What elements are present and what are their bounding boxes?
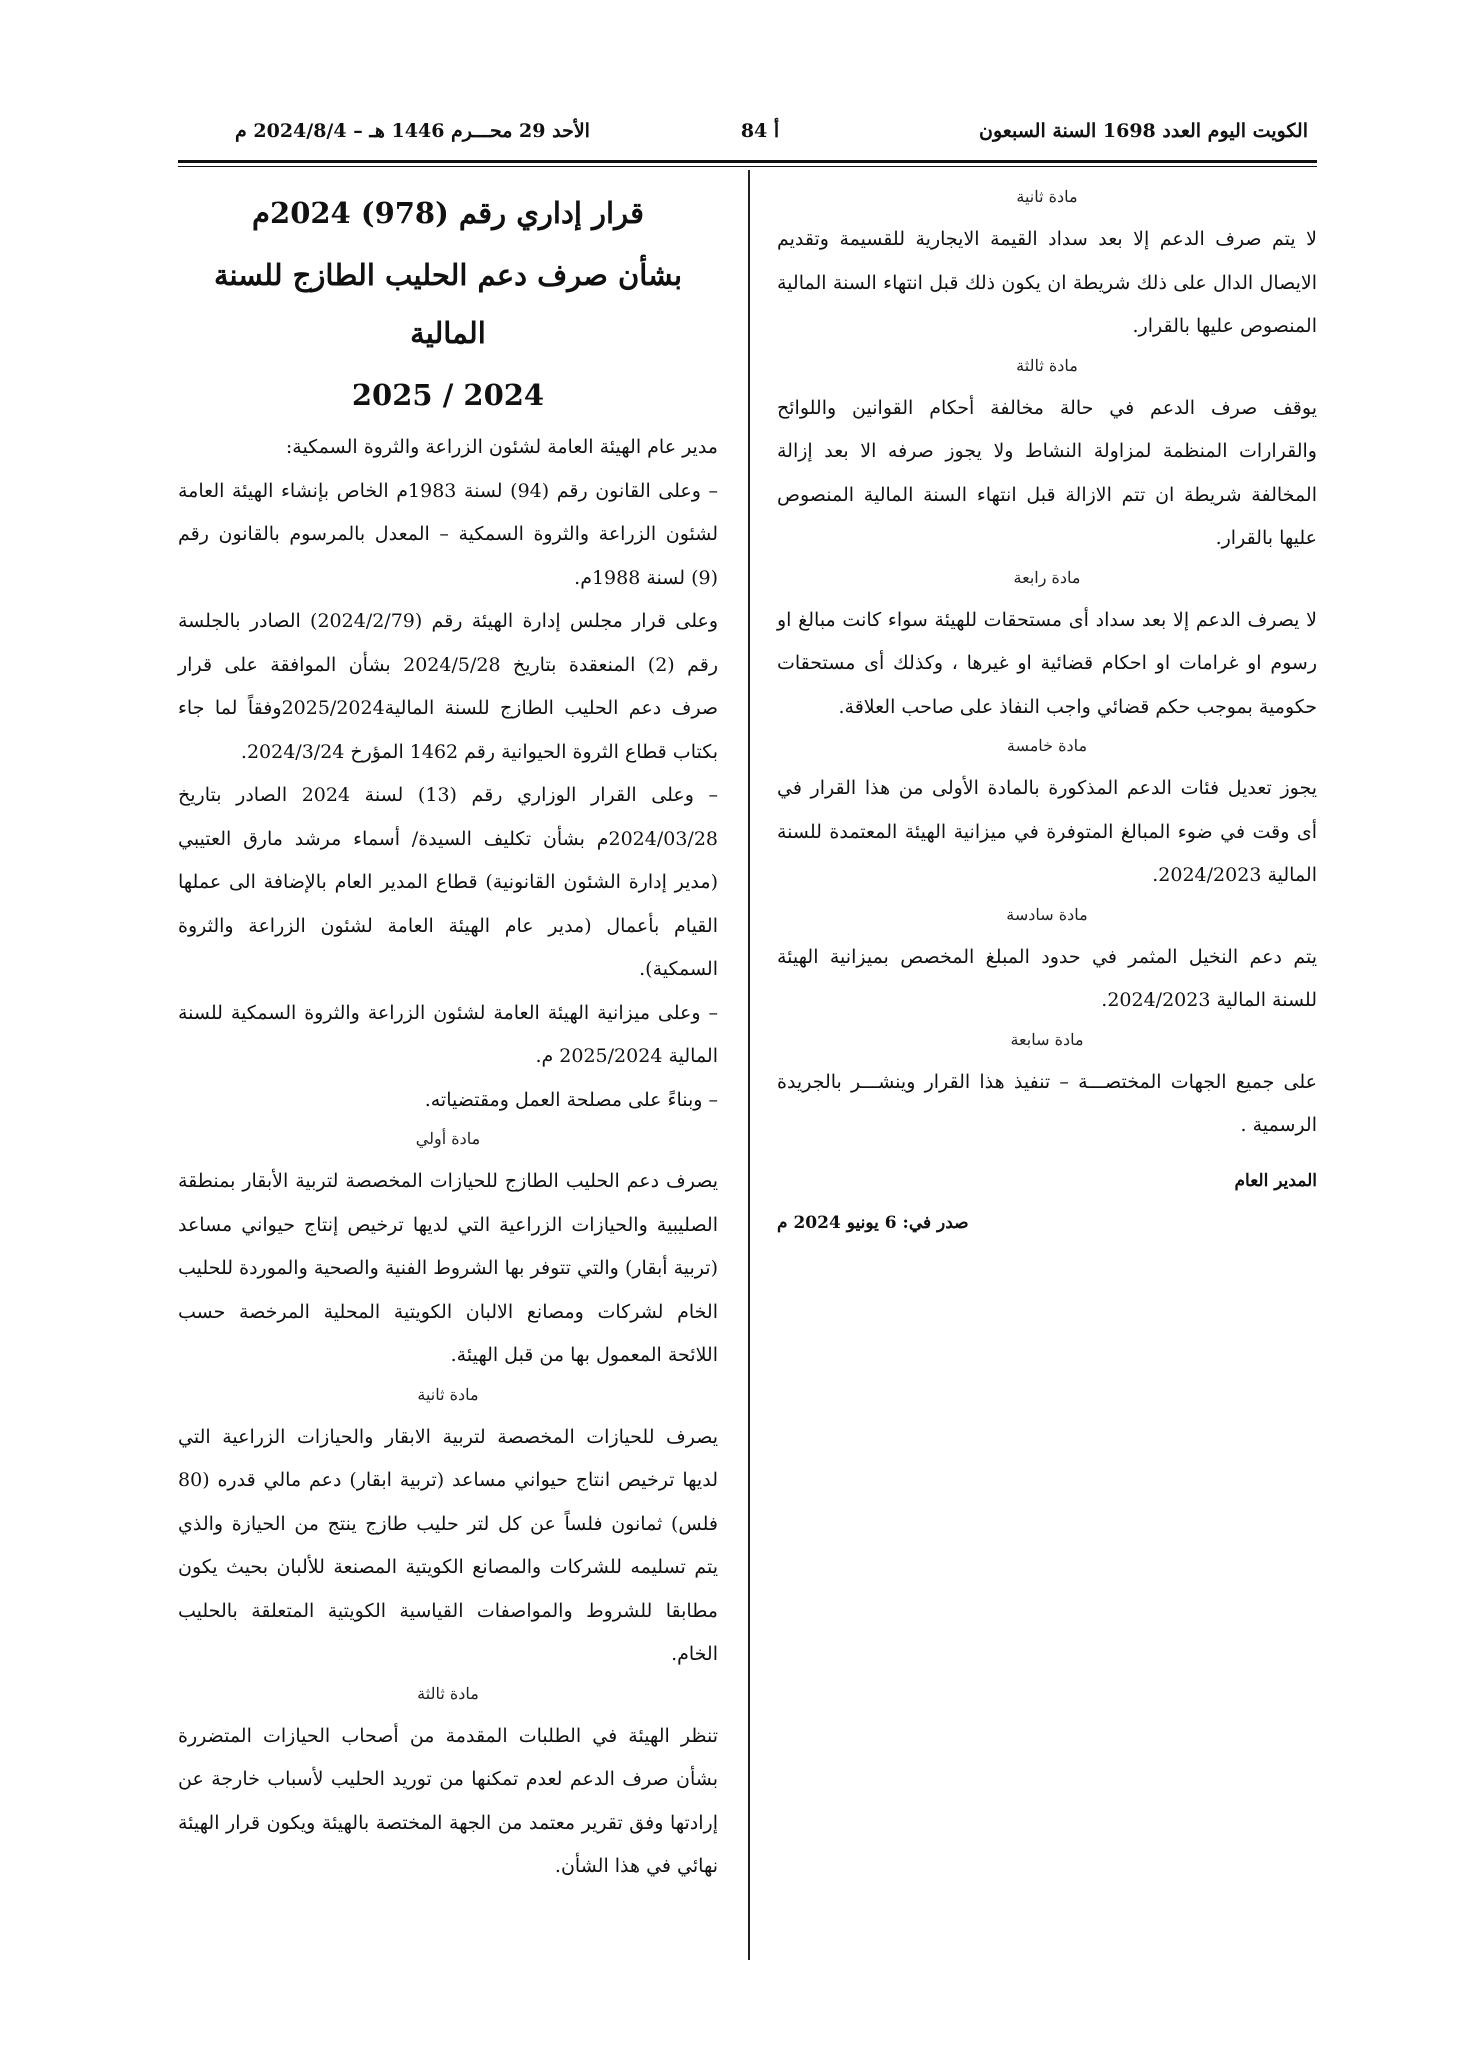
decision-fiscal-year: 2024 / 2025	[351, 378, 545, 412]
header-rule-thin	[178, 166, 1317, 167]
header-date: الأحد 29 محـــرم 1446 هـ – 2024/8/4 م	[235, 120, 590, 142]
article-text: على جميع الجهات المختصـــة – تنفيذ هذا القرار وينشـــر بالجريدة الرسمية .	[777, 1070, 1317, 1136]
decision-subject: بشأن صرف دعم الحليب الطازج للسنة المالية	[213, 258, 683, 350]
article-text: يوقف صرف الدعم في حالة مخالفة أحكام القوانين واللوائح والقرارات المنظمة لمزاولة النشاط ولا يجوز صرفه الا بعد إزالة المخالفة شريطة ان تتم الازالة قبل انتهاء السنة المالية المنصوص عليها بالقرار.	[777, 396, 1317, 549]
article-text: يصرف للحيازات المخصصة لتربية الابقار والحيازات الزراعية التي لديها ترخيص انتاج حيواني مساعد (تربية ابقار) دعم مالي قدره (80 فلس) ثمانون فلساً عن كل لتر حليب طازج ينتج من الحيازة والذي يتم تسليمه للشركات والمصانع الكويتية المصنعة للألبان بحيث يكون مطابقا للشروط والمواصفات القياسية الكويتية المتعلقة بالحليب الخام.	[178, 1425, 718, 1665]
preamble-clause: – وعلى القرار الوزاري رقم (13) لسنة 2024 الصادر بتاريخ 2024/03/28م بشأن تكليف السيدة/ أسماء مرشد مارق العتيبي (مدير إدارة الشئون القانونية) قطاع المدير العام بالإضافة الى عملها القيام بأعمال (مدير عام الهيئة العامة لشئون الزراعة والثروة السمكية).	[178, 784, 719, 980]
issue-date: صدر في: 6 يونيو 2024 م	[777, 1212, 969, 1233]
left-column	[178, 180, 718, 1889]
article-text: لا يتم صرف الدعم إلا بعد سداد القيمة الايجارية للقسيمة وتقديم الايصال الدال على ذلك شريطة ان يكون ذلك قبل انتهاء السنة المالية المنصوص عليها بالقرار.	[777, 228, 1317, 337]
header-issue: الكويت اليوم العدد 1698 السنة السبعون	[979, 120, 1308, 142]
article-text: يجوز تعديل فئات الدعم المذكورة بالمادة الأولى من هذا القرار في أى وقت في ضوء المبالغ المتوفرة في ميزانية الهيئة المعتمدة للسنة المالية 2024/2023.	[777, 777, 1317, 886]
preamble-clause: – وبناءً على مصلحة العمل ومقتضياته.	[424, 1088, 718, 1111]
article-heading: مادة ثانية	[417, 1384, 479, 1404]
article-text: يصرف دعم الحليب الطازج للحيازات المخصصة لتربية الأبقار بمنطقة الصليبية والحيازات الزراعية التي لديها ترخيص إنتاج حيواني مساعد (تربية أبقار) والتي تتوفر بها الشروط الفنية والصحية والموردة للحليب الخام لشركات ومصانع الالبان الكويتية المحلية المرخصة حسب اللائحة المعمول بها من قبل الهيئة.	[178, 1170, 718, 1366]
header-rule	[178, 160, 1317, 163]
article-heading: مادة أولي	[415, 1129, 481, 1148]
article-heading: مادة ثانية	[1016, 187, 1078, 206]
decision-title: قرار إداري رقم (978) 2024م	[252, 196, 644, 230]
article-heading: مادة سابعة	[1010, 1029, 1084, 1049]
right-column	[777, 180, 1317, 1238]
article-heading: مادة خامسة	[1006, 736, 1088, 755]
article-text: لا يصرف الدعم إلا بعد سداد أى مستحقات للهيئة سواء كانت مبالغ او رسوم او غرامات او احكام قضائية او غيرها ، وكذلك أى مستحقات حكومية بموجب حكم قضائي واجب النفاذ على صاحب العلاقة.	[777, 608, 1317, 718]
article-heading: مادة ثالثة	[417, 1683, 479, 1703]
article-heading: مادة سادسة	[1006, 904, 1088, 924]
signature-title: المدير العام	[1234, 1170, 1317, 1191]
header-page-number: أ 84	[740, 120, 780, 142]
preamble-clause: وعلى قرار مجلس إدارة الهيئة رقم (2024/2/79) الصادر بالجلسة رقم (2) المنعقدة بتاريخ 2024/5/28 بشأن الموافقة على قرار صرف دعم الحليب الطازج للسنة المالية2025/2024وفقاً لما جاء بكتاب قطاع الثروة الحيوانية رقم 1462 المؤرخ 2024/3/24.	[178, 610, 718, 763]
preamble-clause: – وعلى ميزانية الهيئة العامة لشئون الزراعة والثروة السمكية للسنة المالية 2025/2024 م.	[178, 1001, 718, 1067]
article-heading: مادة رابعة	[1013, 567, 1081, 587]
column-divider	[748, 170, 750, 1960]
article-text: تنظر الهيئة في الطلبات المقدمة من أصحاب الحيازات المتضررة بشأن صرف الدعم لعدم تمكنها من توريد الحليب لأسباب خارجة عن إرادتها وفق تقرير معتمد من الجهة المختصة بالهيئة ويكون قرار الهيئة نهائي في هذا الشأن.	[178, 1724, 718, 1877]
preamble-intro: مدير عام الهيئة العامة لشئون الزراعة والثروة السمكية:	[285, 436, 718, 458]
preamble-clause: – وعلى القانون رقم (94) لسنة 1983م الخاص بإنشاء الهيئة العامة لشئون الزراعة والثروة السمكية – المعدل بالمرسوم بالقانون رقم (9) لسنة 1988م.	[178, 479, 718, 589]
article-text: يتم دعم النخيل المثمر في حدود المبلغ المخصص بميزانية الهيئة للسنة المالية 2024/2023.	[777, 945, 1317, 1011]
article-heading: مادة ثالثة	[1016, 355, 1078, 375]
